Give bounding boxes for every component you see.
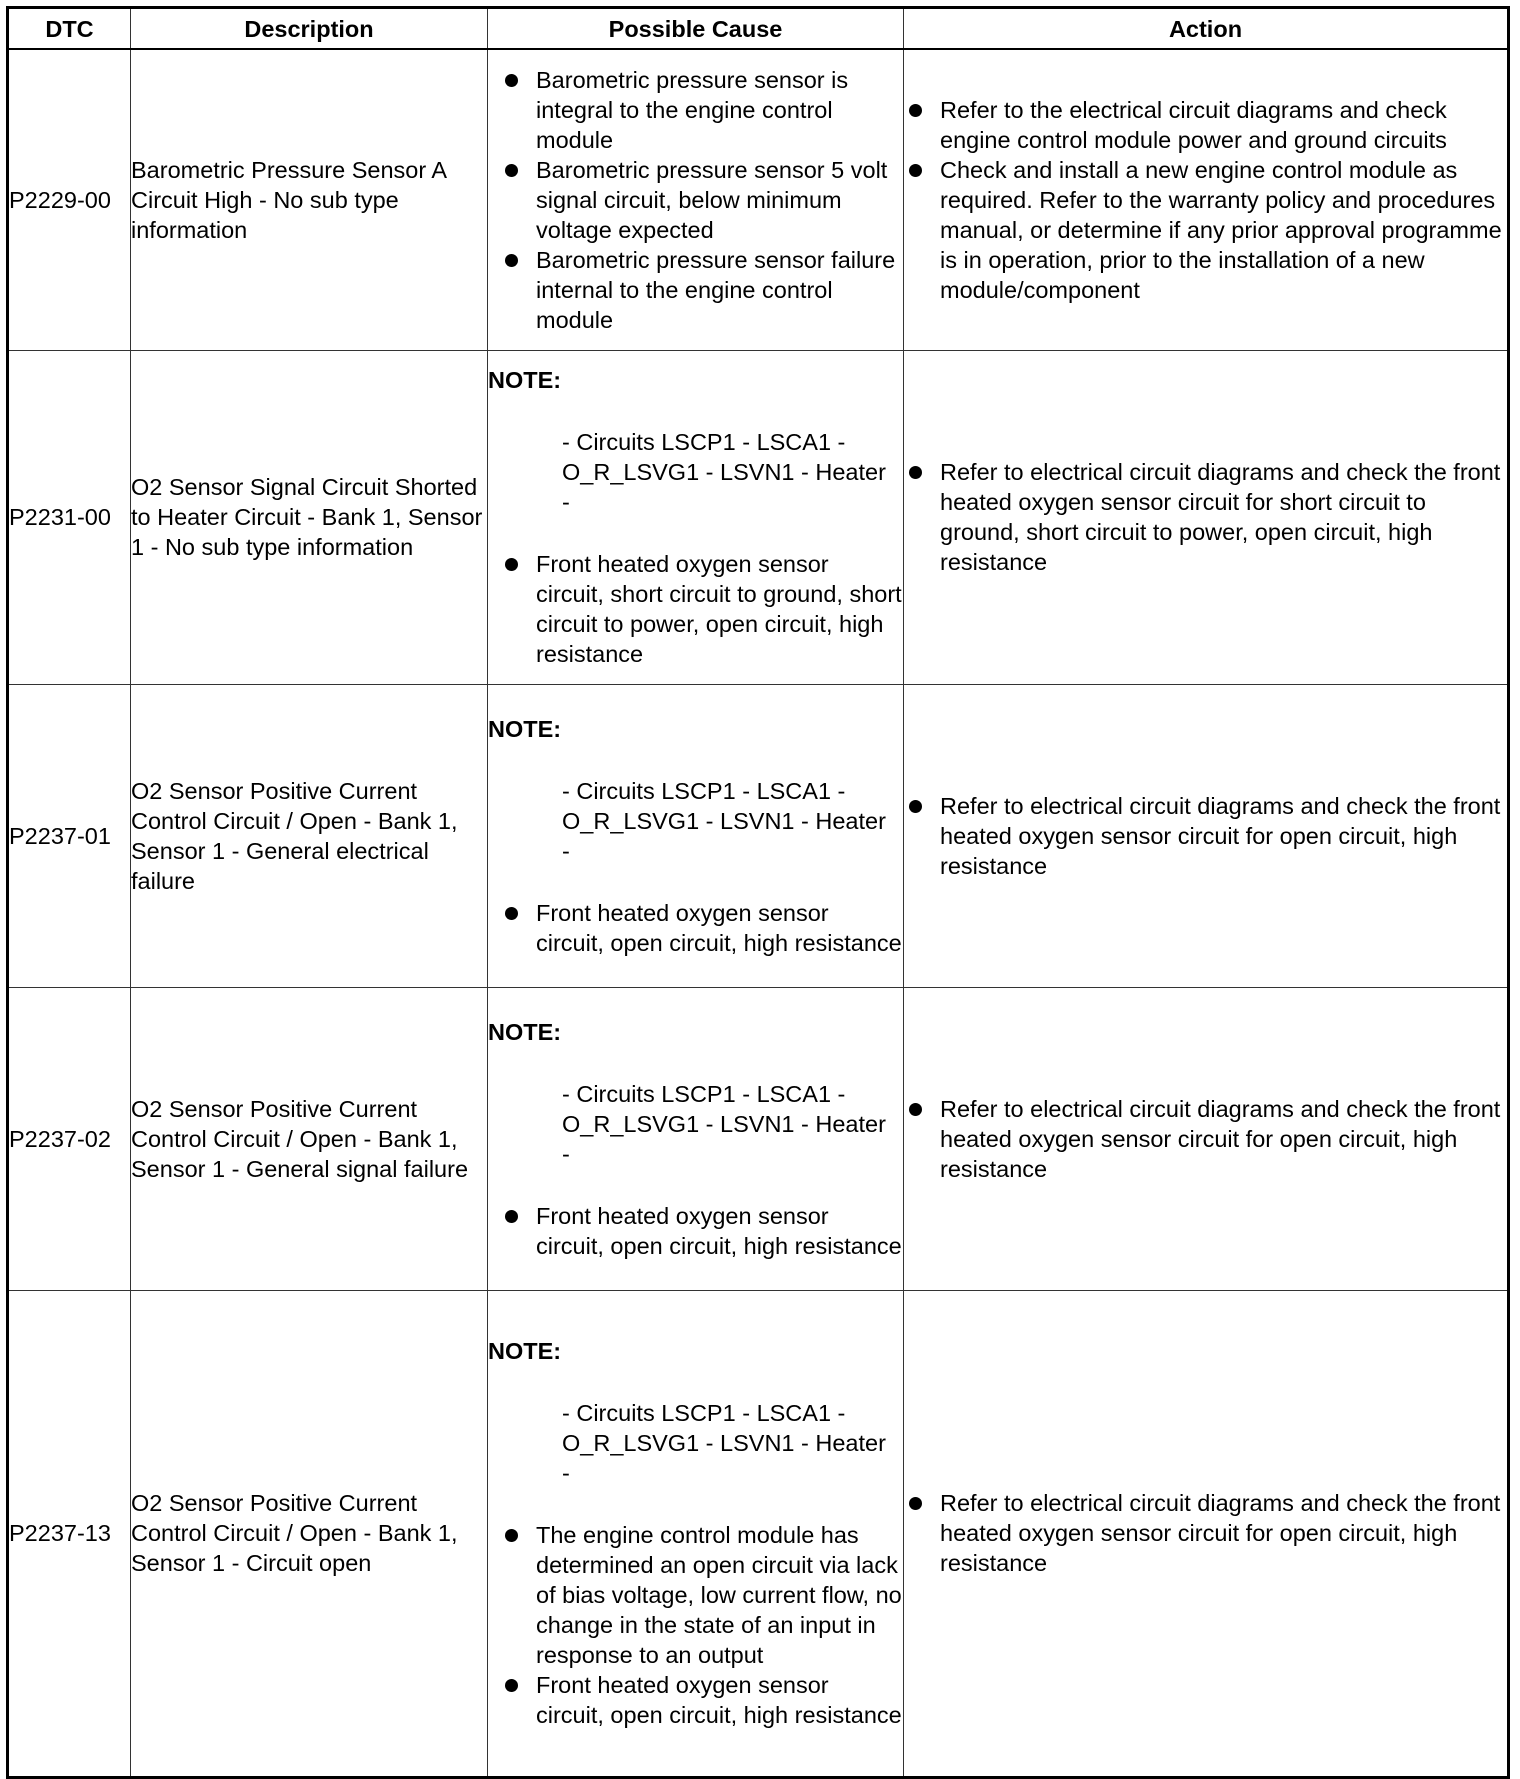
- bullet-icon: [909, 164, 922, 177]
- bullet-icon: [909, 466, 922, 479]
- cause-item: Front heated oxygen sensor circuit, open circuit, high resistance: [488, 1670, 903, 1730]
- cause-list: [488, 65, 903, 335]
- dtc-code: P2237-02: [8, 987, 131, 1290]
- possible-cause: [488, 350, 904, 684]
- bullet-icon: [505, 1679, 518, 1692]
- cause-item: Front heated oxygen sensor circuit, open circuit, high resistance: [488, 1201, 903, 1261]
- note-label: NOTE:: [488, 367, 562, 393]
- cause-item: Barometric pressure sensor is integral to the engine control module: [488, 65, 903, 155]
- header-dtc: DTC: [8, 8, 131, 50]
- bullet-icon: [505, 558, 518, 571]
- bullet-icon: [505, 1210, 518, 1223]
- table-row: [8, 350, 1509, 684]
- header-description: Description: [131, 8, 488, 50]
- table-row: [8, 684, 1509, 987]
- action-item: Refer to the electrical circuit diagrams and check engine control module power and ground circuits: [904, 95, 1507, 155]
- cause-item: Barometric pressure sensor failure internal to the engine control module: [488, 245, 903, 335]
- header-action: Action: [904, 8, 1509, 50]
- note-label: NOTE:: [488, 715, 562, 742]
- dtc-table: [6, 6, 1510, 1779]
- header-row: [8, 8, 1509, 50]
- action-list: [904, 95, 1507, 305]
- action-item: Refer to electrical circuit diagrams and check the front heated oxygen sensor circuit for short circuit to ground, short circuit to power, open circuit, high resistance: [904, 457, 1507, 577]
- bullet-icon: [505, 254, 518, 267]
- note-text: - Circuits LSCP1 - LSCA1 - O_R_LSVG1 - LSVN1 - Heater -: [562, 1400, 886, 1486]
- possible-cause: [488, 1290, 904, 1777]
- note-text: - Circuits LSCP1 - LSCA1 - O_R_LSVG1 - LSVN1 - Heater -: [562, 1080, 886, 1167]
- dtc-code: P2237-01: [8, 684, 131, 987]
- table-row: [8, 49, 1509, 350]
- description: Barometric Pressure Sensor A Circuit High - No sub type information: [131, 49, 488, 350]
- dtc-code: P2237-13: [8, 1290, 131, 1777]
- header-possible-cause: Possible Cause: [488, 8, 904, 50]
- possible-cause: [488, 49, 904, 350]
- bullet-icon: [909, 1497, 922, 1510]
- action: [904, 987, 1509, 1290]
- action-list: [904, 1094, 1507, 1184]
- cause-list: [488, 1520, 903, 1730]
- description: O2 Sensor Positive Current Control Circuit / Open - Bank 1, Sensor 1 - Circuit open: [131, 1290, 488, 1777]
- cause-item: The engine control module has determined an open circuit via lack of bias voltage, low current flow, no change in the state of an input in response to an output: [488, 1520, 903, 1670]
- possible-cause: [488, 987, 904, 1290]
- description: O2 Sensor Positive Current Control Circuit / Open - Bank 1, Sensor 1 - General electrical failure: [131, 684, 488, 987]
- note-text: - Circuits LSCP1 - LSCA1 - O_R_LSVG1 - LSVN1 - Heater -: [562, 429, 886, 515]
- action: [904, 350, 1509, 684]
- note-label: NOTE:: [488, 1338, 562, 1364]
- bullet-icon: [505, 74, 518, 87]
- dtc-code: P2229-00: [8, 49, 131, 350]
- cause-item: Front heated oxygen sensor circuit, open circuit, high resistance: [488, 898, 903, 958]
- note-text: - Circuits LSCP1 - LSCA1 - O_R_LSVG1 - LSVN1 - Heater -: [562, 777, 886, 864]
- action: [904, 1290, 1509, 1777]
- bullet-icon: [505, 1529, 518, 1542]
- cause-list: [488, 549, 903, 669]
- action: [904, 49, 1509, 350]
- bullet-icon: [505, 907, 518, 920]
- cause-item: Barometric pressure sensor 5 volt signal circuit, below minimum voltage expected: [488, 155, 903, 245]
- action-item: Refer to electrical circuit diagrams and check the front heated oxygen sensor circuit for open circuit, high resistance: [904, 1094, 1507, 1184]
- table-row: [8, 1290, 1509, 1777]
- action-item: Check and install a new engine control module as required. Refer to the warranty policy and procedures manual, or determine if any prior approval programme is in operation, prior to the installation of a new module/component: [904, 155, 1507, 305]
- table-row: [8, 987, 1509, 1290]
- bullet-icon: [505, 164, 518, 177]
- action-list: [904, 791, 1507, 881]
- note-label: NOTE:: [488, 1018, 562, 1045]
- cause-item: Front heated oxygen sensor circuit, short circuit to ground, short circuit to power, open circuit, high resistance: [488, 549, 903, 669]
- dtc-code: P2231-00: [8, 350, 131, 684]
- bullet-icon: [909, 104, 922, 117]
- action: [904, 684, 1509, 987]
- cause-list: [488, 1201, 903, 1261]
- description: O2 Sensor Positive Current Control Circuit / Open - Bank 1, Sensor 1 - General signal failure: [131, 987, 488, 1290]
- bullet-icon: [909, 1103, 922, 1116]
- description: O2 Sensor Signal Circuit Shorted to Heater Circuit - Bank 1, Sensor 1 - No sub type information: [131, 350, 488, 684]
- action-item: Refer to electrical circuit diagrams and check the front heated oxygen sensor circuit for open circuit, high resistance: [904, 791, 1507, 881]
- action-list: [904, 457, 1507, 577]
- action-item: Refer to electrical circuit diagrams and check the front heated oxygen sensor circuit for open circuit, high resistance: [904, 1488, 1507, 1578]
- cause-list: [488, 898, 903, 958]
- possible-cause: [488, 684, 904, 987]
- bullet-icon: [909, 800, 922, 813]
- action-list: [904, 1488, 1507, 1578]
